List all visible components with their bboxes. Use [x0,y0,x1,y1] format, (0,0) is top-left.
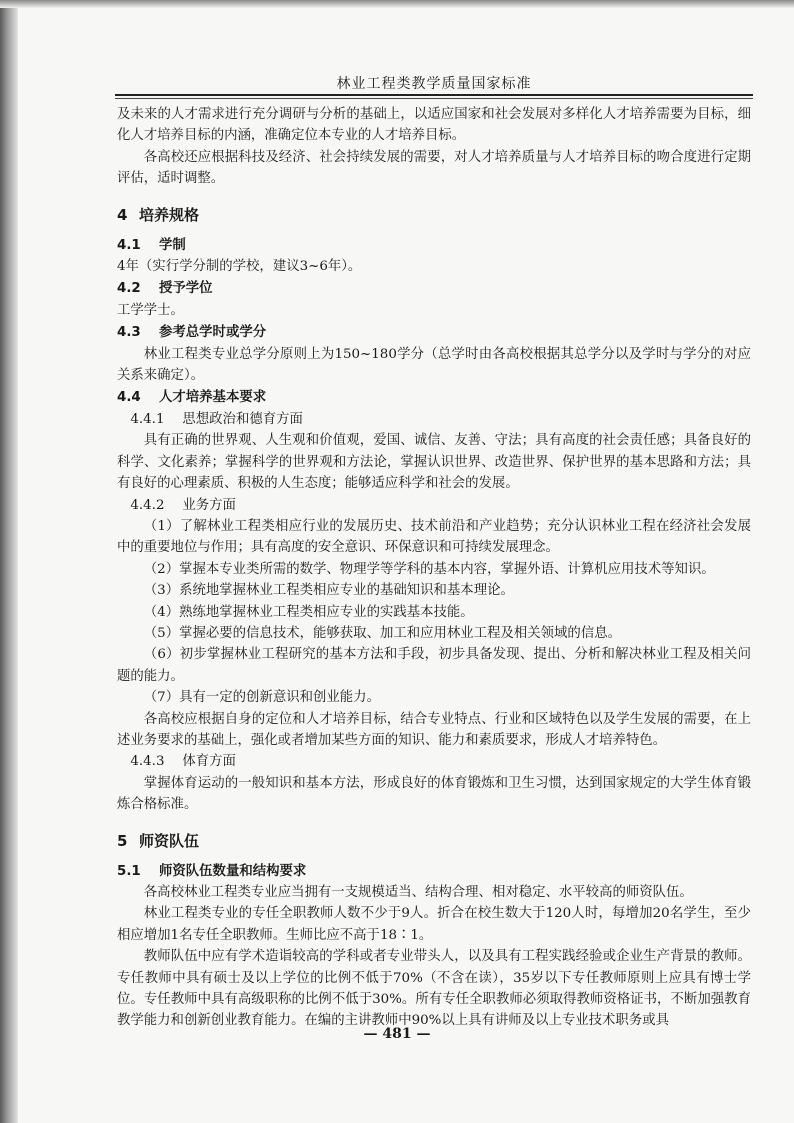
subsubsection-heading [117,751,751,772]
paragraph: 教师队伍中应有学术造诣较高的学科或者专业带头人，以及具有工程实践经验或企业生产背景的教师。专任教师中具有硕士及以上学位的比例不低于70%（不含在读），35岁以下专任教师原则上应具有博士学位。专任教师中具有高级职称的比例不低于30%。所有专任全职教师必须取得教师资格证书，不断加强教育教学能力和创新创业教育能力。在编的主讲教师中90%以上具有讲师及以上专业技术职务或具 [117,949,751,1029]
paragraph: 林业工程类专业总学分原则上为150~180学分（总学时由各高校根据其总学分以及学时与学分的对应关系来确定）。 [117,346,751,384]
heading-number: 4.1 [117,237,141,253]
paragraph: 掌握体育运动的一般知识和基本方法，形成良好的体育锻炼和卫生习惯，达到国家规定的大学生体育锻炼合格标准。 [117,775,751,813]
heading-number: 4.4.1 [130,411,165,427]
paragraph: （4）熟练地掌握林业工程类相应专业的实践基本技能。 [143,604,474,620]
heading-number: 4.3 [117,325,141,341]
subsubsection-heading [117,409,751,430]
heading-text: 参考总学时或学分 [159,325,267,341]
subsection-heading [117,861,751,882]
heading-text: 授予学位 [159,281,213,297]
section-heading [117,204,751,226]
subsubsection-heading [117,495,751,516]
paragraph: 林业工程类专业的专任全职教师人数不少于9人。折合在校生数大于120人时，每增加20名学生，至少相应增加1名专任全职教师。生师比应不高于18∶1。 [117,906,751,943]
paragraph: （1）了解林业工程类相应行业的发展历史、技术前沿和产业趋势；充分认识林业工程在经济社会发展中的重要地位与作用；具有高度的安全意识、环保意识和可持续发展理念。 [117,518,751,556]
header-rule-thin [115,98,753,99]
paragraph: （2）掌握本专业类所需的数学、物理学等学科的基本内容，掌握外语、计算机应用技术等知识。 [143,561,715,577]
running-header [115,60,753,96]
paragraph: 各高校还应根据科技及经济、社会持续发展的需要，对人才培养质量与人才培养目标的吻合度进行定期评估，适时调整。 [117,149,751,187]
section-heading [117,830,751,852]
paragraph: （3）系统地掌握林业工程类相应专业的基础知识和基本理论。 [143,583,514,599]
heading-number: 4.4.3 [130,754,165,770]
paragraph: 具有正确的世界观、人生观和价值观，爱国、诚信、友善、守法；具有高度的社会责任感；具备良好的科学、文化素养；掌握科学的世界观和方法论，掌握认识世界、改造世界、保护世界的基本思路和方法；具有良好的心理素质、积极的人生态度；能够适应科学和社会的发展。 [117,433,751,492]
paragraph: 及未来的人才需求进行充分调研与分析的基础上，以适应国家和社会发展对多样化人才培养需要为目标，细化人才培养目标的内涵，准确定位本专业的人才培养目标。 [117,107,751,144]
page-number: — 481 — [363,1026,431,1042]
subsection-heading [117,278,751,299]
header-rule [115,94,753,96]
heading-number: 5 [117,831,128,850]
heading-text: 人才培养基本要求 [159,390,267,406]
paragraph: 各高校林业工程类专业应当拥有一支规模适当、结构合理、相对稳定、水平较高的师资队伍。 [143,885,693,900]
heading-number: 4.2 [117,281,141,297]
heading-number: 4.4 [117,390,141,406]
subsection-heading [117,387,751,408]
paragraph: 工学学士。 [117,302,184,318]
page-body [117,104,751,1032]
paragraph: 4年（实行学分制的学校，建议3~6年）。 [117,259,362,275]
heading-text: 体育方面 [182,754,236,770]
heading-text: 业务方面 [182,497,236,513]
heading-text: 师资队伍数量和结构要求 [159,863,307,879]
paragraph: （5）掌握必要的信息技术，能够获取、加工和应用林业工程及相关领域的信息。 [143,625,621,641]
heading-text: 师资队伍 [139,831,200,850]
paragraph: （6）初步掌握林业工程研究的基本方法和手段，初步具备发现、提出、分析和解决林业工程及相关问题的能力。 [117,647,751,684]
scan-edge-shadow [0,0,18,1123]
heading-number: 4.4.2 [130,497,165,513]
heading-text: 思想政治和德育方面 [182,411,303,427]
heading-number: 4 [117,205,128,224]
subsection-heading [117,235,751,256]
heading-text: 培养规格 [139,205,200,224]
scan-top-shadow [0,0,794,8]
heading-text: 学制 [159,237,186,253]
heading-number: 5.1 [117,863,141,879]
subsection-heading [117,322,751,343]
paragraph: （7）具有一定的创新意识和创业能力。 [143,690,380,706]
paragraph: 各高校应根据自身的定位和人才培养目标，结合专业特点、行业和区域特色以及学生发展的需要，在上述业务要求的基础上，强化或者增加某些方面的知识、能力和素质要求，形成人才培养特色。 [117,711,751,748]
header-title: 林业工程类教学质量国家标准 [336,76,532,92]
